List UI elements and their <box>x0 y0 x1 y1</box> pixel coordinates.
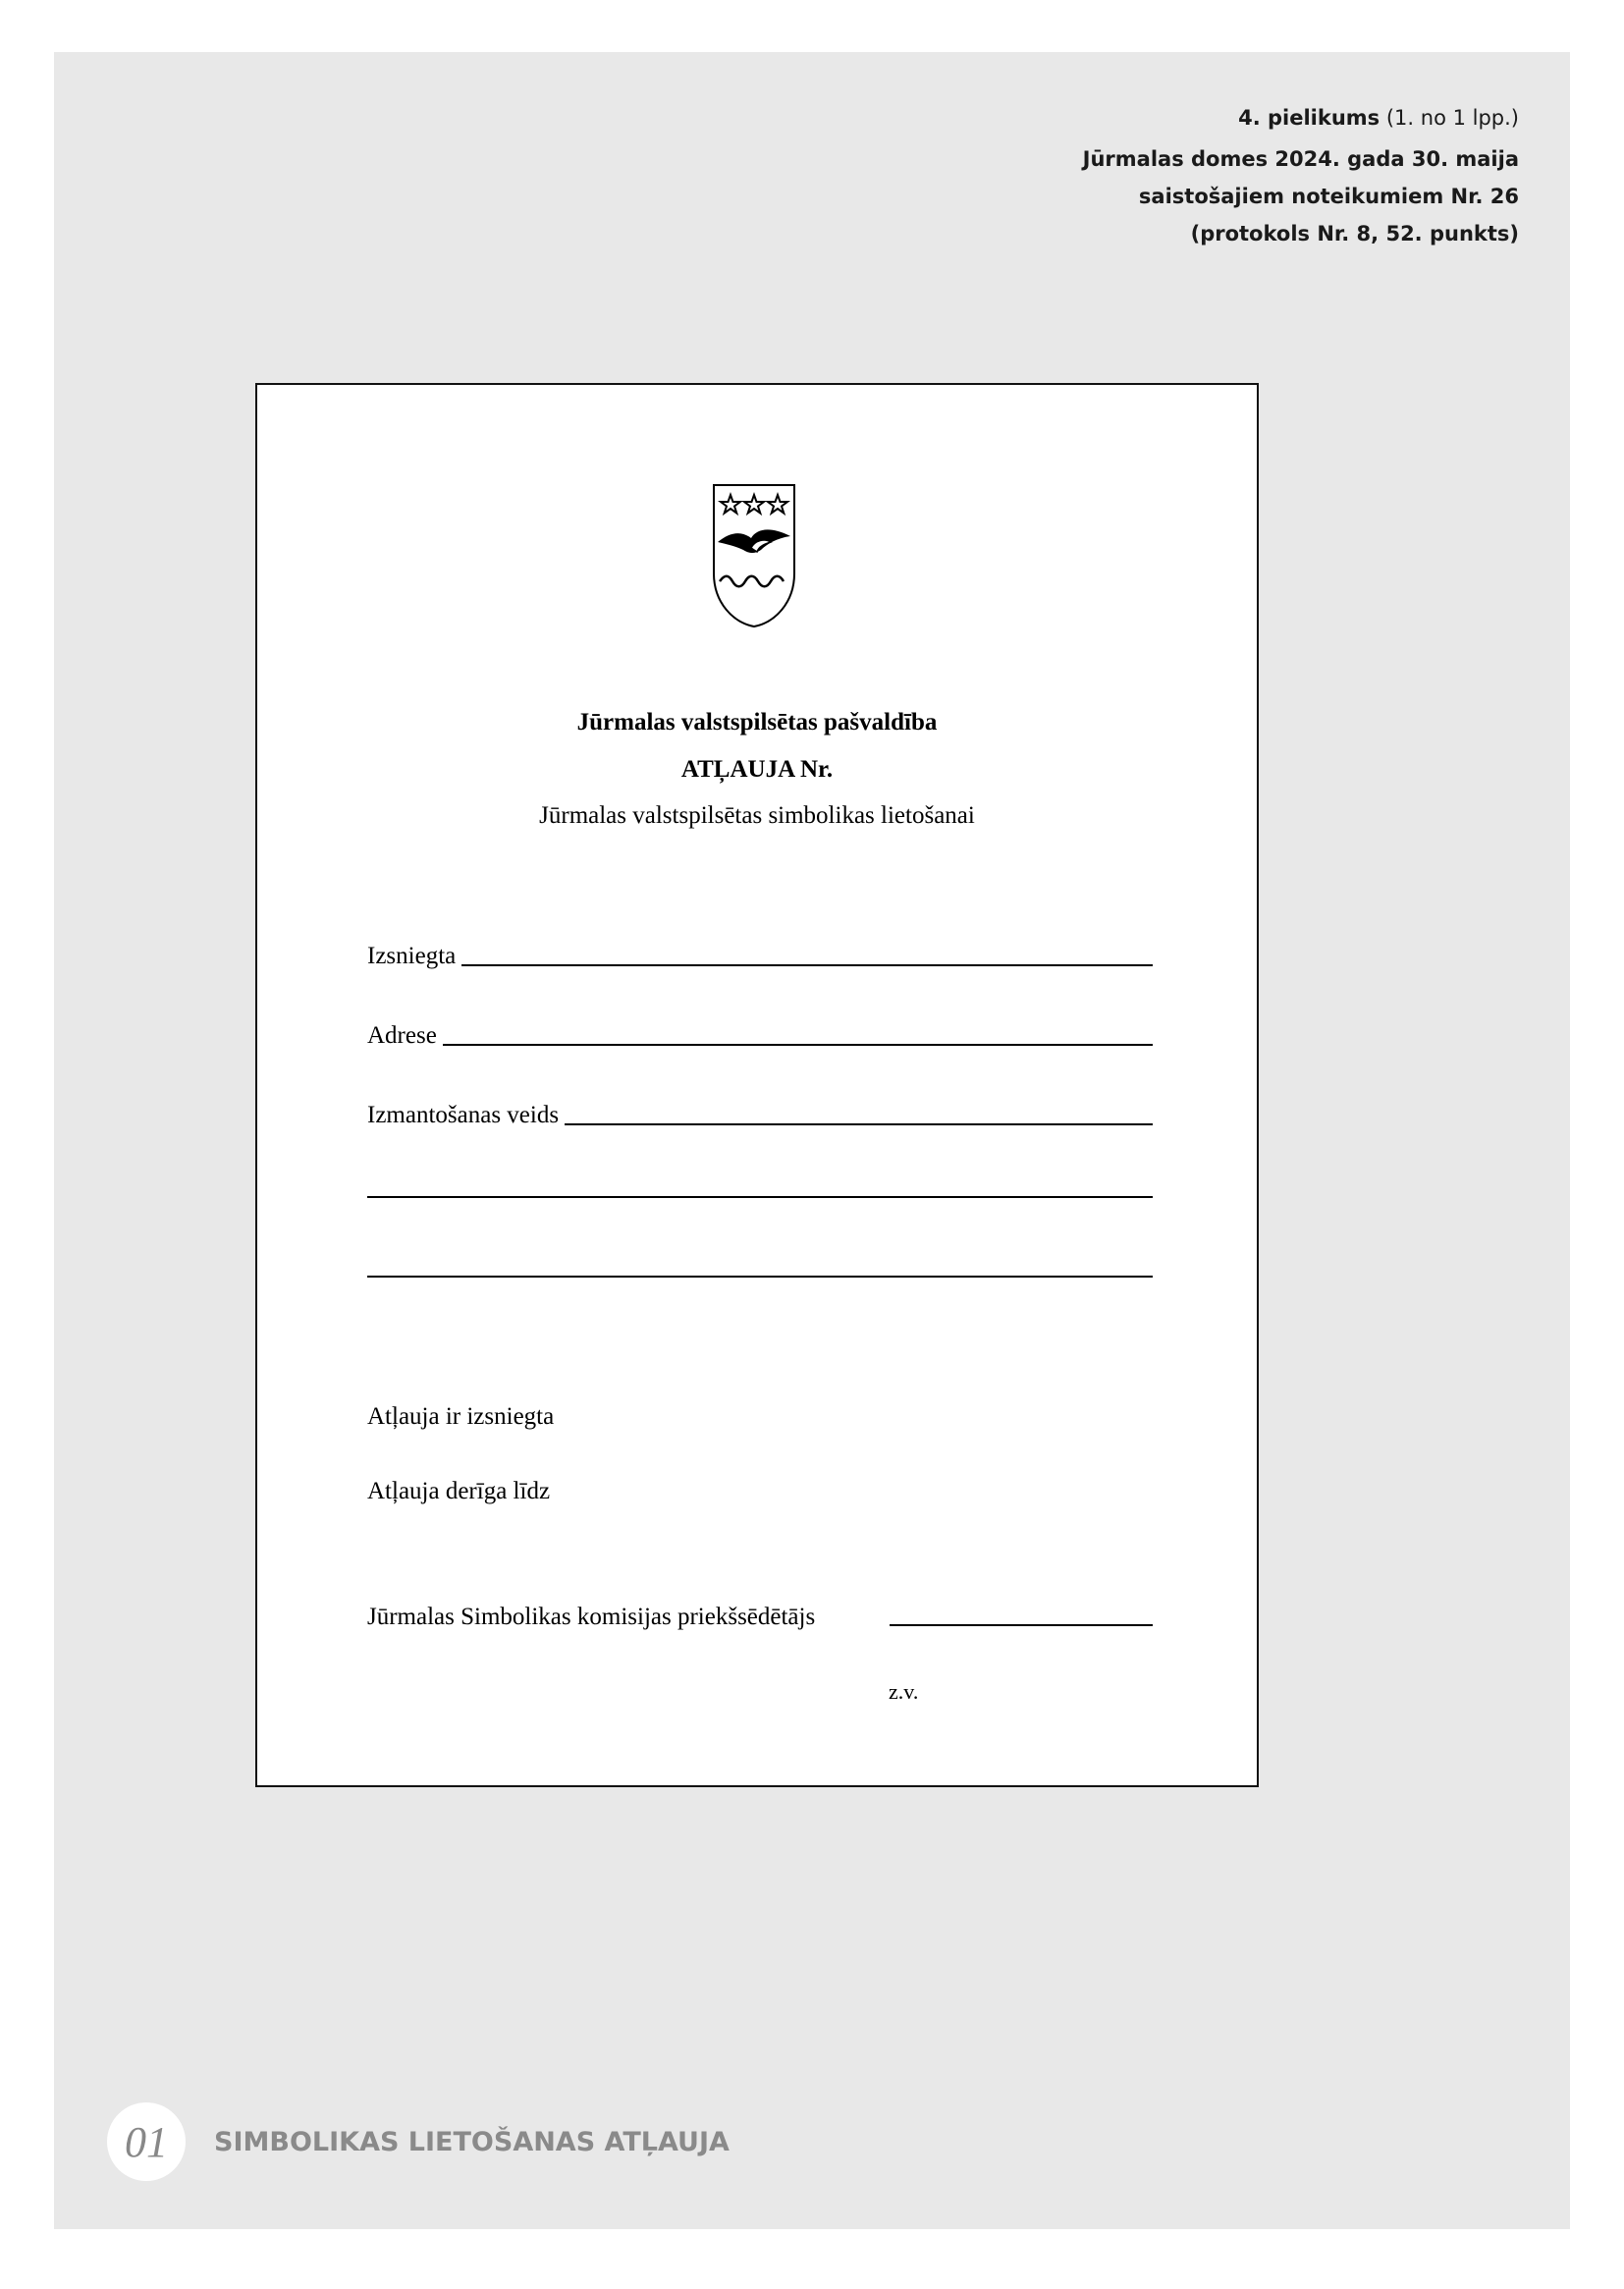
address-line[interactable] <box>443 1044 1153 1046</box>
chairman-label: Jūrmalas Simbolikas komisijas priekšsēdētājs <box>367 1604 816 1630</box>
usage-type-label: Izmantošanas veids <box>367 1102 560 1128</box>
jurmala-coat-of-arms-icon <box>712 483 796 628</box>
annex-decree-line: Jūrmalas domes 2024. gada 30. maija <box>1082 147 1519 171</box>
usage-type-line-3[interactable] <box>367 1276 1153 1278</box>
annex-regulation-line: saistošajiem noteikumiem Nr. 26 <box>1138 185 1519 208</box>
usage-type-field[interactable] <box>367 1094 1153 1129</box>
annex-number: 4. pielikums <box>1238 106 1380 130</box>
annex-reference <box>832 99 1519 136</box>
usage-type-line[interactable] <box>565 1123 1153 1125</box>
address-field[interactable] <box>367 1014 1153 1050</box>
organization-name: Jūrmalas valstspilsētas pašvaldība <box>576 709 938 736</box>
annex-header <box>832 99 1519 252</box>
footer-section-title: SIMBOLIKAS LIETOŠANAS ATĻAUJA <box>214 2127 730 2157</box>
issued-to-field[interactable] <box>367 935 1153 970</box>
annex-protocol-line: (protokols Nr. 8, 52. punkts) <box>1190 222 1519 245</box>
stamp-place-label: z.v. <box>889 1679 919 1704</box>
address-label: Adrese <box>367 1022 437 1049</box>
permit-issued-text: Atļauja ir izsniegta <box>367 1403 555 1430</box>
permit-form <box>255 383 1259 1787</box>
footer-page-number: 01 <box>107 2102 186 2181</box>
permit-title: ATĻAUJA Nr. <box>680 756 834 783</box>
permit-subtitle: Jūrmalas valstspilsētas simbolikas lietošanai <box>539 802 975 829</box>
valid-until-text: Atļauja derīga līdz <box>367 1478 551 1504</box>
chairman-signature-line[interactable] <box>890 1624 1153 1626</box>
issued-to-label: Izsniegta <box>367 943 457 969</box>
annex-pages: (1. no 1 lpp.) <box>1385 106 1519 130</box>
issued-to-line[interactable] <box>461 964 1153 966</box>
usage-type-line-2[interactable] <box>367 1196 1153 1198</box>
